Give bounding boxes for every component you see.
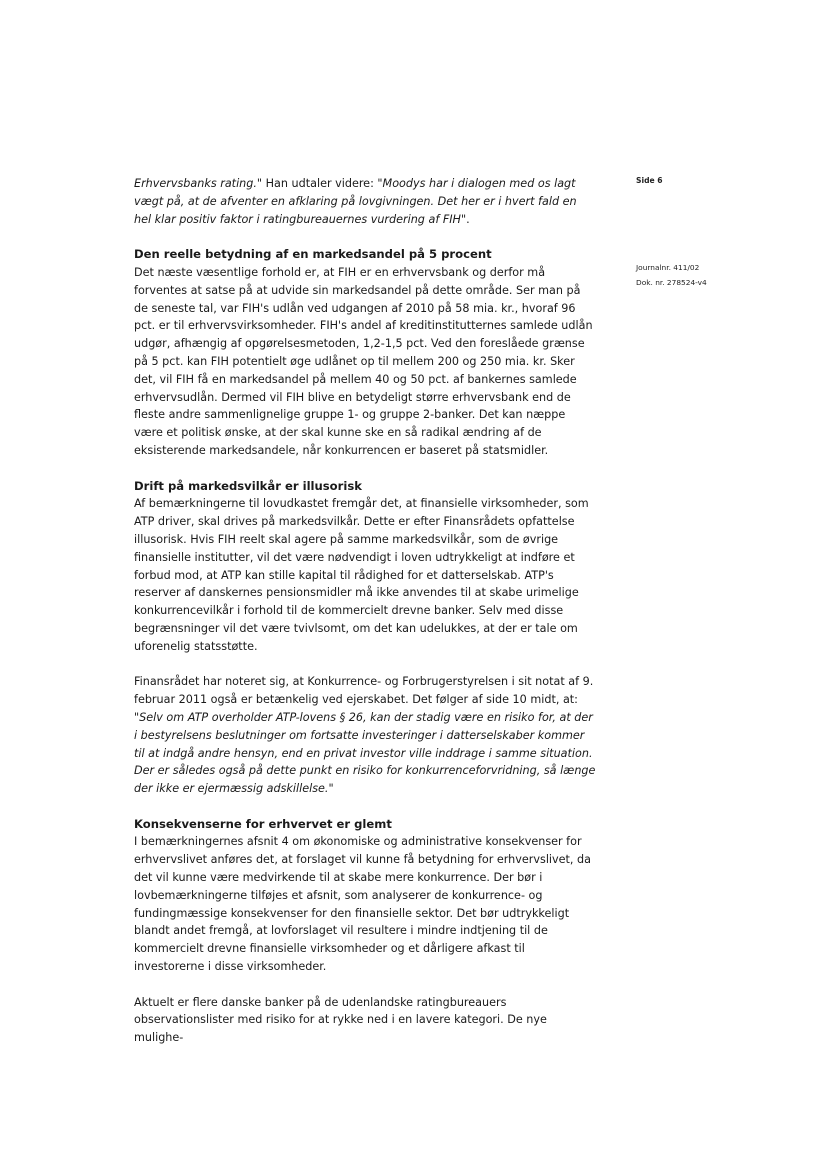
page-number: Side 6	[636, 176, 663, 185]
paragraph-consequences: I bemærkningernes afsnit 4 om økonomiske og administrative konsekvenser for erhvervslivet anføres det, at forslaget vil kunne få betydning for erhvervslivet, da det vil kunne være medvirkende til at skabe mere konkurrence. Der bør i lovbemærkningerne tilføjes et afsnit, som analyserer de konkurrence- og fundingmæssige konsekvenser for den finansielle sektor. Det bør udtrykkeligt blandt andet fremgå, at lovforslaget vil resultere i mindre indtjening til de kommercielt drevne finansielle virksomheder og et dårligere afkast til investorerne i disse virksomheder.	[134, 835, 591, 974]
paragraph-rating-lists: Aktuelt er flere danske banker på de udenlandske ratingbureauers observationslister med risiko for at rykke ned i en lavere kategori. De nye mulighe-	[134, 995, 547, 1045]
text-fragment: "	[328, 782, 334, 796]
text-fragment: ".	[460, 212, 470, 226]
text-fragment: Finansrådet har noteret sig, at Konkurrence- og Forbrugerstyrelsen i sit notat af 9. februar 2011 også er betænkelig ved ejerskabet. Det følger af side 10 midt, at: "	[134, 675, 594, 724]
document-body	[134, 175, 596, 1065]
paragraph-market-share: Det næste væsentlige forhold er, at FIH er en erhvervsbank og derfor må forventes at satse på at udvide sin markedsandel på dette område. Ser man på de seneste tal, var FIH's udlån ved udgangen af 2010 på 58 mia. kr., hvoraf 96 pct. er til erhvervsvirksomheder. FIH's andel af kreditinstitutternes samlede udlån udgør, afhængig af opgørelsesmetoden, 1,2-1,5 pct. Ved den foreslåede grænse på 5 pct. kan FIH potentielt øge udlånet op til mellem 200 og 250 mia. kr. Sker det, vil FIH få en markedsandel på mellem 40 og 50 pct. af bankernes samlede erhvervsudlån. Dermed vil FIH blive en betydeligt større erhvervsbank end de fleste andre sammenlignelige gruppe 1- og gruppe 2-banker. Det kan næppe være et politisk ønske, at der skal kunne ske en så radikal ændring af de eksisterende markedsandele, når konkurrencen er baseret på statsmidler.	[134, 265, 593, 457]
paragraph-competition-authority	[134, 673, 596, 798]
quote-fragment: Erhvervsbanks rating.	[134, 177, 257, 190]
text-fragment: " Han udtaler videre: "	[256, 177, 383, 190]
quote-text: Moodys har i dialogen med os lagt vægt på, at de afventer en afklaring på lovgivningen. Det her er i hvert fald en hel klar positiv faktor i ratingbureauernes vurdering af FIH	[134, 177, 577, 226]
document-references	[636, 260, 707, 290]
journal-number: Journalnr. 411/02	[636, 263, 700, 272]
section-heading-consequences: Konsekvenserne for erhvervet er glemt	[134, 816, 392, 831]
section-heading-market-share: Den reelle betydning af en markedsandel på 5 procent	[134, 247, 492, 262]
section-heading-market-terms: Drift på markedsvilkår er illusorisk	[134, 478, 362, 493]
document-number: Dok. nr. 278524-v4	[636, 278, 707, 287]
paragraph-market-terms: Af bemærkningerne til lovudkastet fremgår det, at finansielle virksomheder, som ATP driver, skal drives på markedsvilkår. Dette er efter Finansrådets opfattelse illusorisk. Hvis FIH reelt skal agere på samme markedsvilkår, som de øvrige finansielle institutter, vil det være nødvendigt i loven udtrykkeligt at indføre et forbud mod, at ATP kan stille kapital til rådighed for et datterselskab. ATP's reserver af danskernes pensionsmidler må ikke anvendes til at skabe urimelige konkurrencevilkår i forhold til de kommercielt drevne banker. Selv med disse begrænsninger vil det være tvivlsomt, om det kan udelukkes, at der er tale om uforenelig statsstøtte.	[134, 497, 589, 653]
quote-text: Selv om ATP overholder ATP-lovens § 26, kan der stadig være en risiko for, at der i bestyrelsens beslutninger om fortsatte investeringer i datterselskaber kommer til at indgå andre hensyn, end en privat investor ville inddrage i samme situation. Der er således også på dette punkt en risiko for konkurrenceforvridning, så længe der ikke er ejermæssig adskillelse.	[134, 710, 596, 796]
paragraph-rating-quote	[134, 175, 596, 228]
